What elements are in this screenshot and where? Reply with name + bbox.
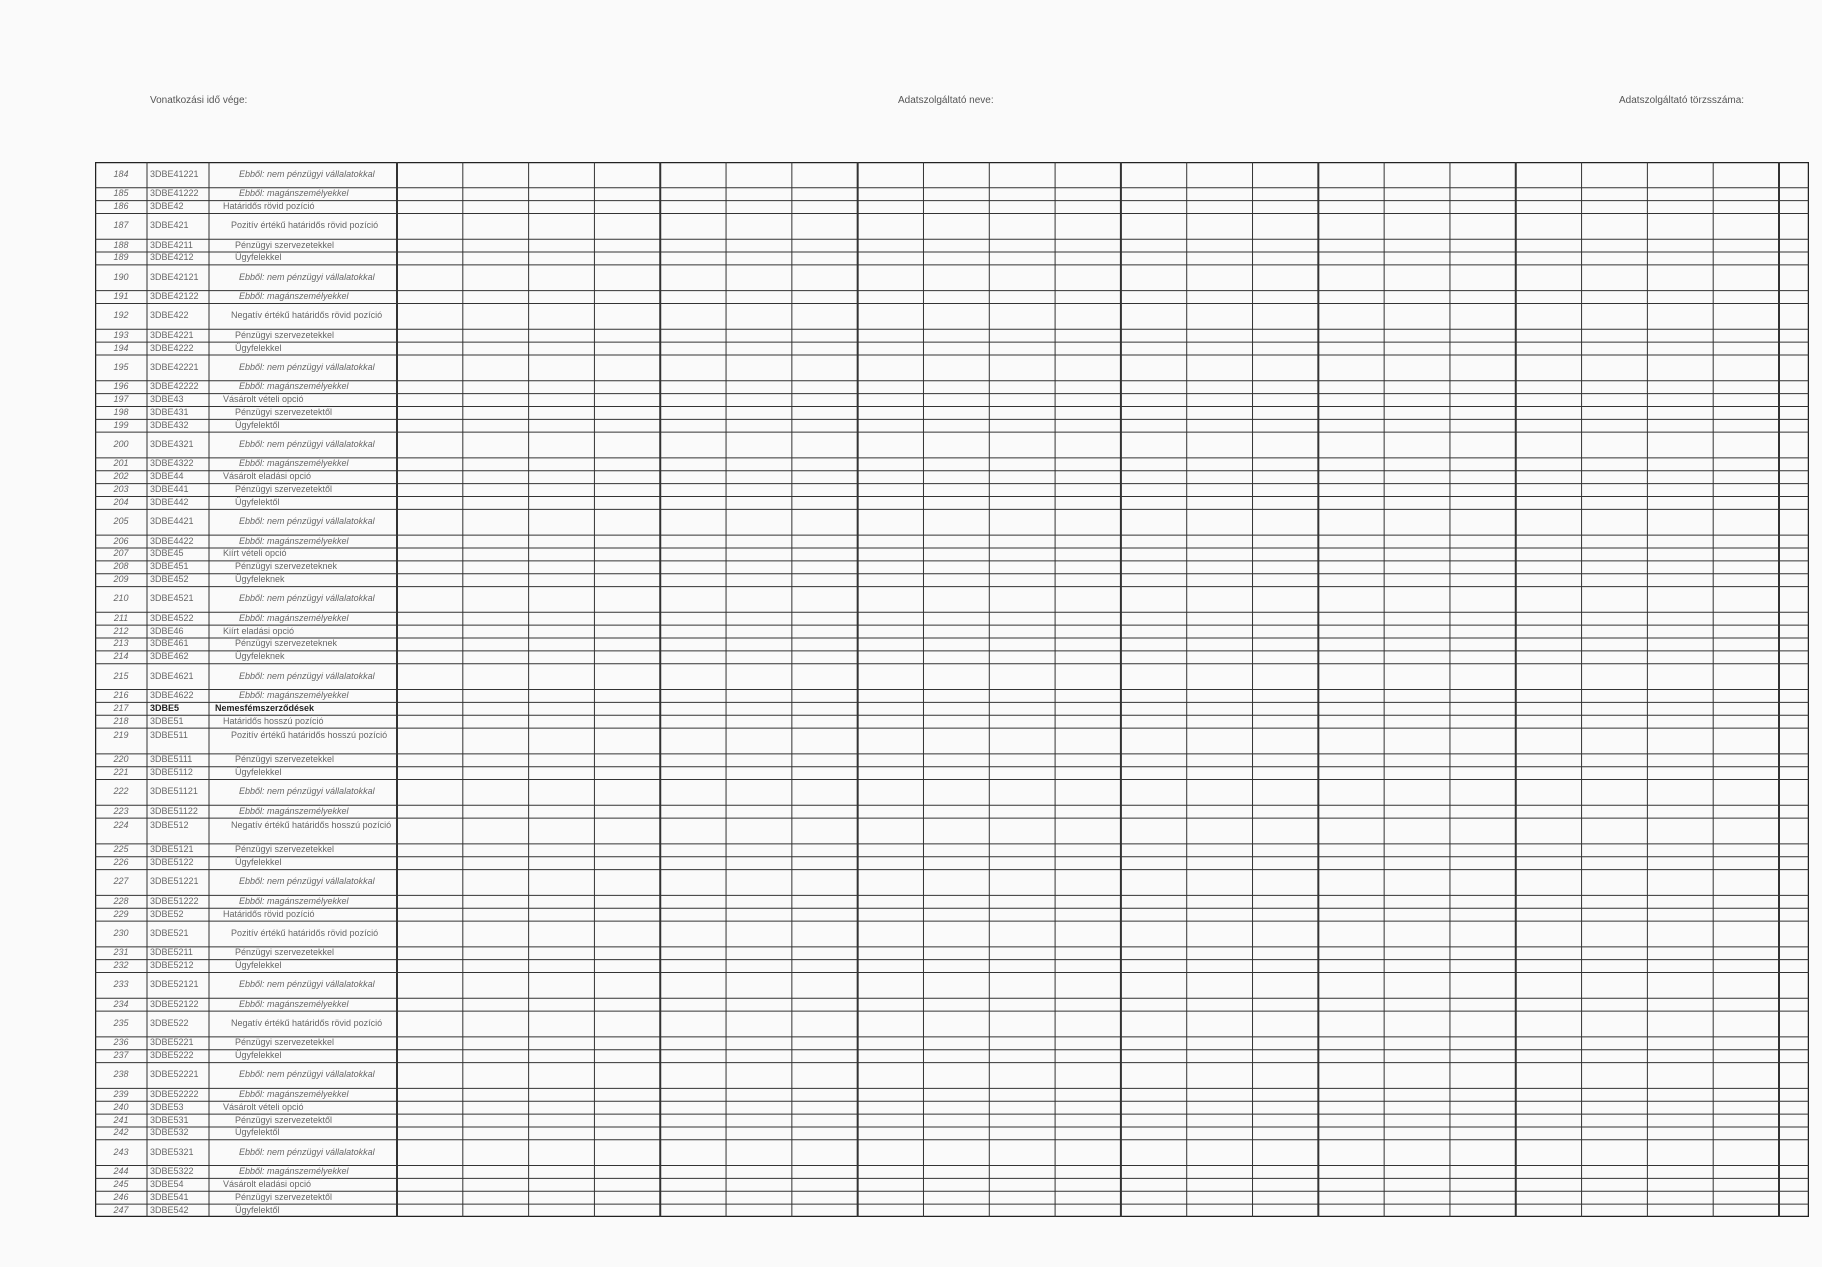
row-description: Ebből: magánszemélyekkel	[239, 381, 349, 392]
row-description: Ebből: magánszemélyekkel	[239, 805, 349, 816]
row-description: Pénzügyi szervezetekkel	[235, 754, 335, 765]
row-code: 3DBE431	[150, 406, 189, 417]
row-code: 3DBE45	[150, 548, 184, 559]
row-code: 3DBE532	[150, 1127, 189, 1138]
row-description: Ebből: nem pénzügyi vállalatokkal	[239, 1146, 375, 1157]
row-description: Kiírt eladási opció	[223, 625, 295, 636]
row-number: 187	[113, 220, 129, 231]
row-code: 3DBE432	[150, 419, 189, 430]
row-code: 3DBE522	[150, 1018, 189, 1028]
row-number: 242	[113, 1127, 129, 1138]
row-code: 3DBE511	[150, 729, 188, 740]
row-number: 200	[113, 439, 129, 450]
row-description: Ebből: magánszemélyekkel	[239, 895, 349, 906]
row-description: Vásárolt vételi opció	[223, 394, 304, 405]
row-code: 3DBE41221	[150, 168, 199, 179]
row-code: 3DBE44	[150, 471, 184, 482]
row-description: Ügyfelekkel	[235, 342, 282, 353]
row-number: 240	[113, 1101, 129, 1112]
row-number: 243	[113, 1146, 129, 1157]
row-code: 3DBE422	[150, 310, 189, 321]
row-code: 3DBE4621	[150, 670, 194, 681]
row-description: Ebből: nem pénzügyi vállalatokkal	[239, 361, 375, 372]
row-number: 221	[113, 767, 129, 778]
row-number: 198	[113, 406, 129, 417]
row-code: 3DBE5322	[150, 1165, 194, 1176]
row-number: 223	[113, 805, 129, 816]
row-number: 203	[113, 484, 129, 495]
row-code: 3DBE461	[150, 638, 189, 649]
row-code: 3DBE52	[150, 908, 184, 919]
row-description: Határidős hosszú pozíció	[223, 715, 324, 726]
row-description: Ügyfelektől	[235, 1204, 280, 1215]
row-code: 3DBE52221	[150, 1069, 199, 1080]
row-code: 3DBE531	[150, 1114, 189, 1125]
row-code: 3DBE521	[150, 927, 189, 938]
row-number: 218	[113, 715, 129, 726]
row-number: 212	[113, 625, 129, 636]
provider-id-label: Adatszolgáltató törzsszáma:	[1619, 95, 1745, 106]
period-end-label: Vonatkozási idő vége:	[150, 95, 248, 106]
row-number: 199	[113, 419, 129, 430]
row-code: 3DBE46	[150, 625, 184, 636]
row-number: 217	[113, 702, 129, 713]
row-number: 201	[113, 458, 129, 469]
row-description: Ebből: nem pénzügyi vállalatokkal	[239, 786, 375, 797]
row-description: Ügyfelekkel	[235, 857, 282, 868]
row-number: 246	[113, 1191, 129, 1202]
row-description: Ebből: magánszemélyekkel	[239, 689, 349, 700]
provider-name-label: Adatszolgáltató neve:	[898, 95, 994, 106]
row-description: Ebből: magánszemélyekkel	[239, 535, 349, 546]
row-number: 189	[113, 252, 129, 263]
row-code: 3DBE5122	[150, 857, 194, 868]
row-number: 233	[113, 979, 129, 990]
row-number: 186	[113, 201, 129, 212]
row-number: 225	[113, 844, 129, 855]
row-description: Ügyfelektől	[235, 419, 280, 430]
row-code: 3DBE542	[150, 1204, 189, 1215]
row-number: 204	[113, 496, 129, 507]
row-description: Kiírt vételi opció	[223, 548, 287, 559]
row-number: 207	[113, 548, 129, 559]
row-number: 244	[113, 1165, 129, 1176]
row-code: 3DBE54	[150, 1178, 184, 1189]
row-description: Ebből: nem pénzügyi vállalatokkal	[239, 1069, 375, 1080]
row-description: Ügyfelekkel	[235, 960, 282, 971]
row-number: 236	[113, 1037, 129, 1048]
row-description: Ebből: nem pénzügyi vállalatokkal	[239, 876, 375, 887]
row-number: 215	[113, 670, 129, 681]
row-number: 188	[113, 239, 129, 250]
row-description: Pozitív értékű határidős rövid pozíció	[231, 927, 379, 938]
row-description: Ebből: nem pénzügyi vállalatokkal	[239, 168, 375, 179]
row-code: 3DBE51122	[150, 805, 198, 816]
row-description: Nemesfémszerződések	[215, 702, 315, 713]
row-code: 3DBE421	[150, 220, 189, 231]
row-number: 193	[113, 329, 129, 340]
row-code: 3DBE5111	[150, 754, 193, 765]
row-description: Határidős rövid pozíció	[223, 201, 315, 212]
row-code: 3DBE51	[150, 715, 184, 726]
row-number: 228	[113, 895, 129, 906]
row-number: 247	[113, 1204, 129, 1215]
row-number: 206	[113, 535, 129, 546]
row-description: Ebből: nem pénzügyi vállalatokkal	[239, 439, 375, 450]
row-code: 3DBE442	[150, 496, 189, 507]
row-number: 245	[113, 1178, 129, 1189]
row-code: 3DBE4212	[150, 252, 194, 263]
row-number: 195	[113, 361, 129, 372]
row-code: 3DBE452	[150, 574, 189, 585]
row-code: 3DBE512	[150, 820, 189, 831]
row-code: 3DBE5121	[150, 844, 194, 855]
row-description: Negatív értékű határidős rövid pozíció	[231, 310, 383, 321]
row-number: 211	[113, 612, 129, 623]
row-code: 3DBE4322	[150, 458, 194, 469]
row-description: Ebből: magánszemélyekkel	[239, 188, 349, 199]
row-code: 3DBE51121	[150, 786, 198, 797]
row-code: 3DBE5211	[150, 947, 193, 958]
row-code: 3DBE4211	[150, 239, 193, 250]
row-number: 226	[113, 857, 129, 868]
row-code: 3DBE5321	[150, 1146, 194, 1157]
row-number: 184	[113, 168, 129, 179]
row-description: Ebből: magánszemélyekkel	[239, 291, 349, 302]
row-description: Ügyfelekkel	[235, 767, 282, 778]
row-number: 210	[113, 593, 129, 604]
row-description: Pénzügyi szervezeteknek	[235, 561, 338, 572]
row-description: Ebből: magánszemélyekkel	[239, 1088, 349, 1099]
row-description: Negatív értékű határidős hosszú pozíció	[231, 820, 392, 831]
row-code: 3DBE42222	[150, 381, 199, 392]
row-number: 239	[113, 1088, 129, 1099]
row-description: Ebből: magánszemélyekkel	[239, 998, 349, 1009]
row-number: 238	[113, 1069, 129, 1080]
row-description: Pénzügyi szervezetektől	[235, 484, 333, 495]
row-code: 3DBE451	[150, 561, 189, 572]
row-description: Pénzügyi szervezetekkel	[235, 947, 335, 958]
row-number: 202	[113, 471, 129, 482]
row-code: 3DBE4522	[150, 612, 194, 623]
row-description: Pénzügyi szervezetektől	[235, 1114, 333, 1125]
row-number: 227	[113, 876, 129, 887]
row-description: Ebből: magánszemélyekkel	[239, 458, 349, 469]
row-number: 230	[113, 927, 129, 938]
row-description: Ebből: magánszemélyekkel	[239, 1165, 349, 1176]
row-number: 213	[113, 638, 129, 649]
row-code: 3DBE541	[150, 1191, 189, 1202]
row-code: 3DBE52121	[150, 979, 199, 990]
row-code: 3DBE4221	[150, 329, 194, 340]
row-description: Határidős rövid pozíció	[223, 908, 315, 919]
row-code: 3DBE51221	[150, 876, 199, 887]
row-code: 3DBE42	[150, 201, 184, 212]
row-number: 208	[113, 561, 129, 572]
row-description: Negatív értékű határidős rövid pozíció	[231, 1018, 383, 1028]
row-code: 3DBE42121	[150, 271, 199, 282]
row-description: Ebből: nem pénzügyi vállalatokkal	[239, 271, 375, 282]
row-number: 197	[113, 394, 129, 405]
row-description: Ebből: nem pénzügyi vállalatokkal	[239, 593, 375, 604]
row-number: 205	[113, 516, 129, 527]
row-description: Pénzügyi szervezetekkel	[235, 239, 335, 250]
row-number: 235	[113, 1018, 129, 1028]
row-description: Vásárolt vételi opció	[223, 1101, 304, 1112]
row-code: 3DBE4321	[150, 439, 194, 450]
row-number: 222	[113, 786, 129, 797]
row-description: Vásárolt eladási opció	[223, 1178, 312, 1189]
row-code: 3DBE5112	[150, 767, 193, 778]
row-description: Ebből: nem pénzügyi vállalatokkal	[239, 516, 375, 527]
row-number: 231	[113, 947, 129, 958]
report-table	[95, 162, 1809, 1217]
row-code: 3DBE53	[150, 1101, 184, 1112]
row-description: Vásárolt eladási opció	[223, 471, 312, 482]
row-description: Ügyfelekkel	[235, 252, 282, 263]
row-code: 3DBE42122	[150, 291, 199, 302]
row-code: 3DBE5222	[150, 1050, 194, 1061]
row-code: 3DBE43	[150, 394, 184, 405]
row-number: 209	[113, 574, 129, 585]
row-description: Pénzügyi szervezetekkel	[235, 844, 335, 855]
row-number: 192	[113, 310, 129, 321]
row-description: Pénzügyi szervezetektől	[235, 406, 333, 417]
row-number: 229	[113, 908, 129, 919]
row-code: 3DBE4421	[150, 516, 194, 527]
row-code: 3DBE51222	[150, 895, 199, 906]
row-number: 194	[113, 342, 129, 353]
row-description: Ügyfelektől	[235, 1127, 280, 1138]
row-number: 214	[113, 651, 129, 662]
row-code: 3DBE41222	[150, 188, 199, 199]
row-code: 3DBE52222	[150, 1088, 199, 1099]
row-code: 3DBE4521	[150, 593, 194, 604]
row-description: Pénzügyi szervezetekkel	[235, 1037, 335, 1048]
row-description: Ebből: nem pénzügyi vállalatokkal	[239, 670, 375, 681]
row-description: Ügyfelektől	[235, 496, 280, 507]
row-description: Ebből: magánszemélyekkel	[239, 612, 349, 623]
row-description: Ügyfeleknek	[235, 651, 285, 662]
row-code: 3DBE4622	[150, 689, 194, 700]
row-number: 219	[113, 729, 129, 740]
row-number: 191	[113, 291, 129, 302]
row-number: 224	[113, 820, 129, 831]
row-number: 216	[113, 689, 129, 700]
row-number: 185	[113, 188, 129, 199]
row-description: Ügyfelekkel	[235, 1050, 282, 1061]
row-description: Pénzügyi szervezetektől	[235, 1191, 333, 1202]
row-code: 3DBE5221	[150, 1037, 194, 1048]
row-description: Pénzügyi szervezetekkel	[235, 329, 335, 340]
row-code: 3DBE52122	[150, 998, 199, 1009]
row-number: 190	[113, 271, 129, 282]
row-code: 3DBE462	[150, 651, 189, 662]
row-number: 237	[113, 1050, 129, 1061]
row-code: 3DBE441	[150, 484, 189, 495]
row-number: 220	[113, 754, 129, 765]
row-code: 3DBE4222	[150, 342, 194, 353]
row-code: 3DBE4422	[150, 535, 194, 546]
row-number: 196	[113, 381, 129, 392]
row-description: Pénzügyi szervezeteknek	[235, 638, 338, 649]
row-number: 234	[113, 998, 129, 1009]
row-description: Ebből: nem pénzügyi vállalatokkal	[239, 979, 375, 990]
row-code: 3DBE5212	[150, 960, 194, 971]
row-description: Pozitív értékű határidős rövid pozíció	[231, 220, 379, 231]
row-description: Ügyfeleknek	[235, 574, 285, 585]
row-code: 3DBE42221	[150, 361, 199, 372]
row-number: 232	[113, 960, 129, 971]
row-description: Pozitív értékű határidős hosszú pozíció	[231, 729, 388, 740]
row-number: 241	[113, 1114, 129, 1125]
row-code: 3DBE5	[150, 702, 180, 713]
